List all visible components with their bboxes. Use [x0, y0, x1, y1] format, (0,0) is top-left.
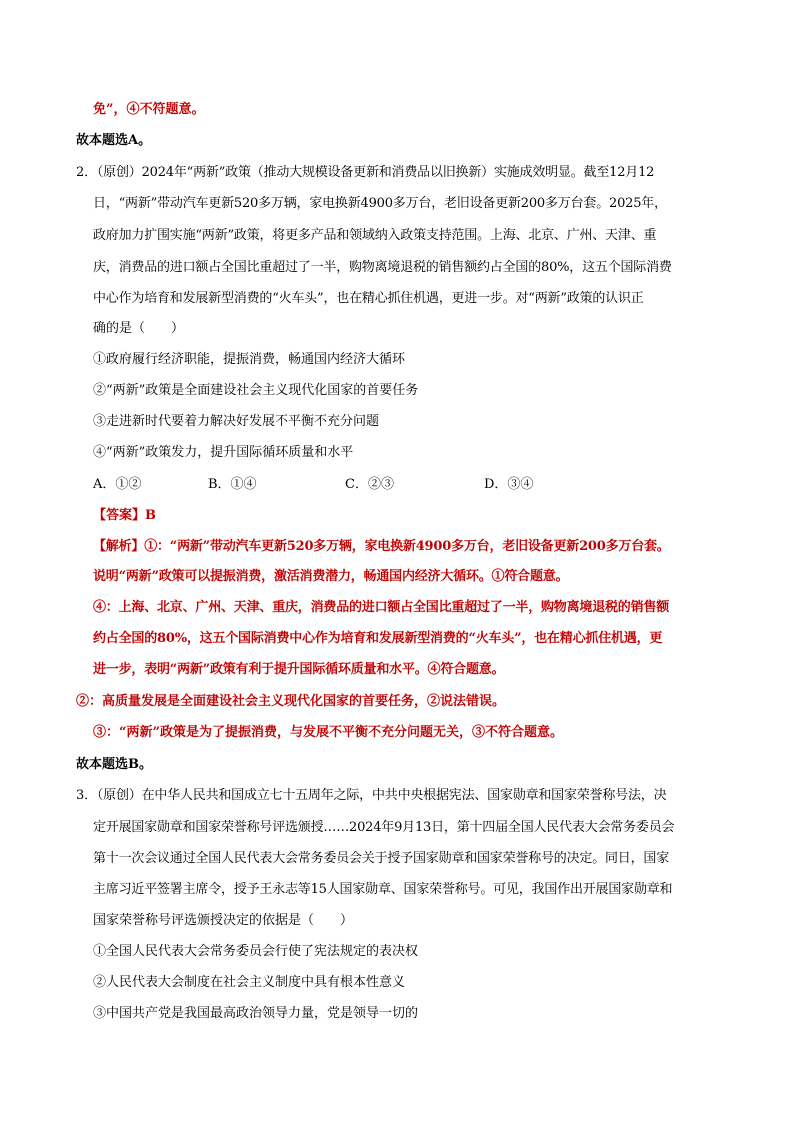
q2-stem-line: 确的是（ ）	[93, 321, 185, 336]
q2-stem-line: 日，“两新”带动汽车更新520多万辆，家电换新4900多万台，老旧设备更新200多万台套。2025年，	[93, 196, 667, 211]
q2-stem-line: 2．（原创）2024年“两新”政策（推动大规模设备更新和消费品以旧换新）实施成效明显。截至12月12	[76, 165, 655, 180]
q3-stem-line: 国家荣誉称号评选颁授决定的依据是（ ）	[93, 913, 354, 928]
q2-statement: ④“两新”政策发力，提升国际循环质量和水平	[93, 445, 354, 460]
q3-stem-line: 主席习近平签署主席令，授予王永志等15人国家勋章、国家荣誉称号。可见，我国作出开展国家勋章和	[93, 882, 673, 897]
q3-stem-line: 定开展国家勋章和国家荣誉称号评选颁授……2024年9月13日，第十四届全国人民代表大会常务委员会	[93, 820, 675, 835]
q3-stem-line: 3．（原创）在中华人民共和国成立七十五周年之际，中共中央根据宪法、国家勋章和国家荣誉称号法，决	[76, 788, 667, 803]
carryover-line: 免”，④不符题意。	[93, 102, 205, 117]
q2-statement: ②“两新”政策是全面建设社会主义现代化国家的首要任务	[93, 383, 419, 398]
q2-stem-line: 中心作为培育和发展新型消费的“火车头”，也在精心抓住机遇，更进一步。对“两新”政策的认识正	[93, 291, 644, 306]
carryover-conclusion: 故本题选A。	[76, 133, 152, 148]
q2-analysis-line: 说明“两新”政策可以提振消费，激活消费潜力，畅通国内经济大循环。①符合题意。	[93, 569, 569, 584]
q2-option-d: D．③④	[484, 477, 534, 492]
q2-statement: ①政府履行经济职能，提振消费，畅通国内经济大循环	[93, 352, 406, 367]
q3-statement: ①全国人民代表大会常务委员会行使了宪法规定的表决权	[93, 944, 419, 959]
q2-option-a: A．①②	[93, 477, 142, 492]
q2-analysis-line: 约占全国的80%，这五个国际消费中心作为培育和发展新型消费的“火车头”，也在精心抓住机遇，更	[93, 631, 663, 646]
q2-stem-line: 庆，消费品的进口额占全国比重超过了一半，购物离境退税的销售额约占全国的80%，这五个国际消费	[93, 260, 672, 275]
q2-statement: ③走进新时代要着力解决好发展不平衡不充分问题	[93, 414, 380, 429]
q2-option-b: B．①④	[208, 477, 257, 492]
q2-analysis-line: ③：“两新”政策是为了提振消费，与发展不平衡不充分问题无关，③不符合题意。	[93, 725, 563, 740]
q2-answer: 【答案】B	[93, 508, 156, 523]
q2-analysis-line: 进一步，表明“两新”政策有利于提升国际循环质量和水平。④符合题意。	[93, 662, 505, 677]
q2-analysis-line: ④：上海、北京、广州、天津、重庆，消费品的进口额占全国比重超过了一半，购物离境退税的销售额	[93, 600, 670, 615]
q2-analysis-line: ②：高质量发展是全面建设社会主义现代化国家的首要任务，②说法错误。	[76, 694, 506, 709]
q3-statement: ③中国共产党是我国最高政治领导力量，党是领导一切的	[93, 1006, 419, 1021]
q2-option-c: C．②③	[345, 477, 394, 492]
q2-analysis-line: 【解析】①：“两新”带动汽车更新520多万辆，家电换新4900多万台，老旧设备更新200多万台套。	[93, 539, 670, 554]
q3-stem-line: 第十一次会议通过全国人民代表大会常务委员会关于授予国家勋章和国家荣誉称号的决定。同日，国家	[93, 851, 670, 866]
q2-conclusion: 故本题选B。	[76, 757, 152, 772]
q3-statement: ②人民代表大会制度在社会主义制度中具有根本性意义	[93, 975, 406, 990]
q2-stem-line: 政府加力扩围实施“两新”政策，将更多产品和领域纳入政策支持范围。上海、北京、广州、天津、重	[93, 228, 657, 243]
